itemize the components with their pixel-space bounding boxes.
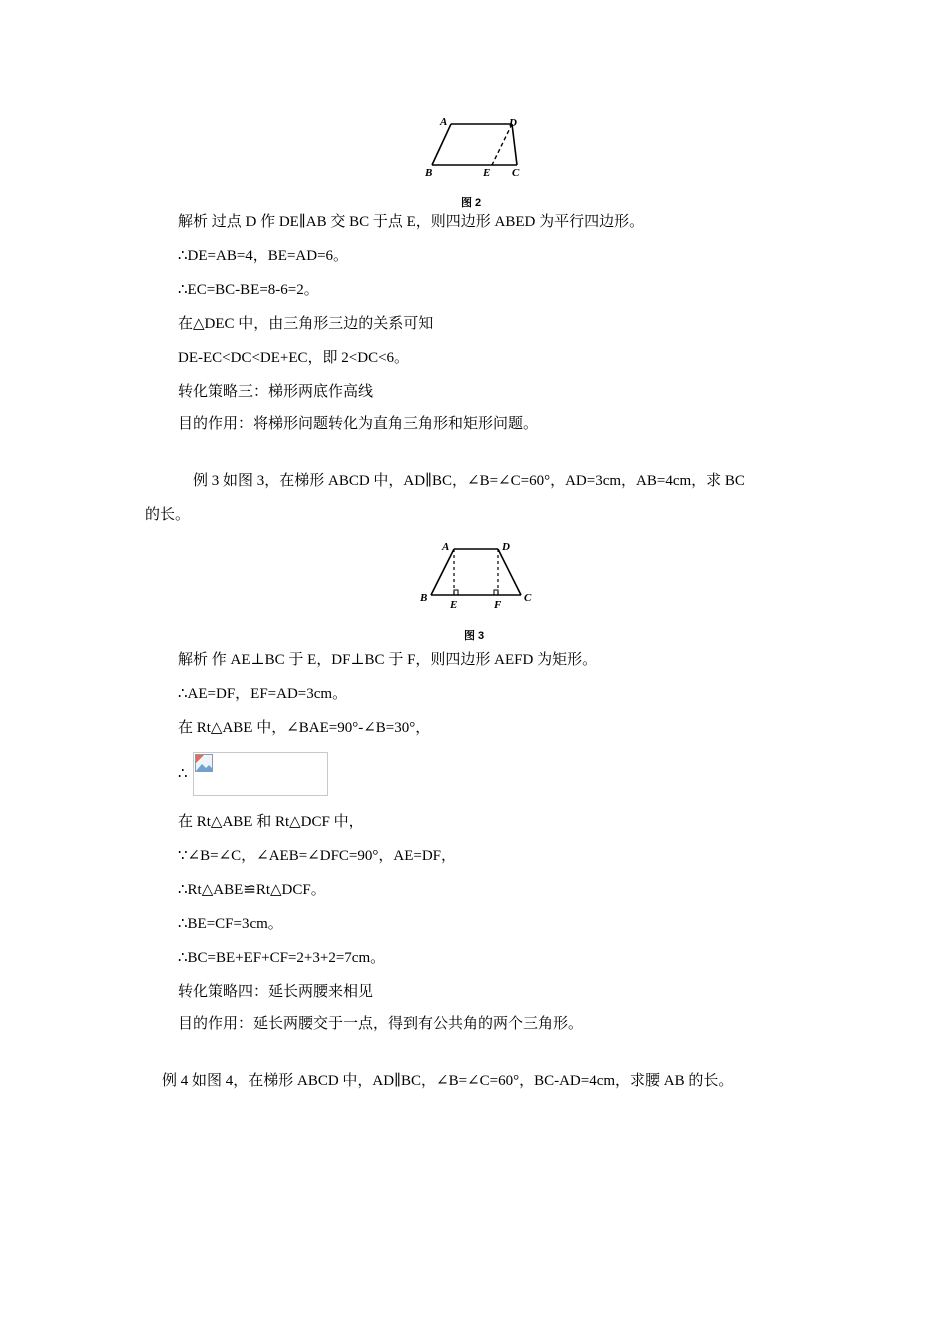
edge-dc <box>512 124 517 165</box>
text-line-3: ∴EC=BC-BE=8-6=2。 <box>178 282 319 298</box>
text-line-16: ∴Rt△ABE≌Rt△DCF。 <box>178 882 326 898</box>
broken-image-icon <box>195 754 213 772</box>
text-line-4: 在△DEC 中，由三角形三边的关系可知 <box>178 316 434 332</box>
text-line-17: ∴BE=CF=3cm。 <box>178 916 283 932</box>
edge-ab <box>431 549 454 595</box>
dashed-de <box>492 124 512 165</box>
text-line-14: 在 Rt△ABE 和 Rt△DCF 中， <box>178 814 364 830</box>
example-3-line-1: 例 3 如图 3，在梯形 ABCD 中，AD∥BC，∠B=∠C=60°，AD=3cm，AB=4cm，求 BC <box>193 473 745 489</box>
figure-3-diagram <box>416 535 541 645</box>
label-b: B <box>420 592 428 604</box>
label-e: E <box>483 167 491 179</box>
figure-2 <box>420 112 530 212</box>
figure-3-caption: 图 3 <box>464 630 485 642</box>
text-line-18: ∴BC=BE+EF+CF=2+3+2=7cm。 <box>178 950 386 966</box>
text-line-2: ∴DE=AB=4，BE=AD=6。 <box>178 248 349 264</box>
text-line-20: 目的作用：延长两腰交于一点，得到有公共角的两个三角形。 <box>178 1016 584 1032</box>
text-line-6: 转化策略三：梯形两底作高线 <box>178 384 374 400</box>
label-d: D <box>509 117 517 129</box>
example-4-line: 例 4 如图 4，在梯形 ABCD 中，AD∥BC，∠B=∠C=60°，BC-AD=4cm，求腰 AB 的长。 <box>162 1073 734 1089</box>
label-a: A <box>442 541 450 553</box>
text-line-5: DE-EC<DC<DE+EC，即 2<DC<6。 <box>178 350 410 366</box>
label-d: D <box>502 541 510 553</box>
broken-image-placeholder <box>193 752 328 796</box>
figure-2-diagram <box>420 112 530 212</box>
text-line-1: 解析 过点 D 作 DE∥AB 交 BC 于点 E，则四边形 ABED 为平行四边形。 <box>178 214 645 230</box>
label-f: F <box>494 599 502 611</box>
label-b: B <box>425 167 433 179</box>
label-a: A <box>440 116 448 128</box>
text-line-10: 解析 作 AE⊥BC 于 E，DF⊥BC 于 F，则四边形 AEFD 为矩形。 <box>178 652 598 668</box>
figure-2-caption: 图 2 <box>461 197 482 209</box>
figure-3 <box>416 535 541 645</box>
edge-ab <box>432 124 451 165</box>
text-line-19: 转化策略四：延长两腰来相见 <box>178 984 374 1000</box>
text-line-13: ∴ <box>178 766 188 782</box>
label-c: C <box>524 592 532 604</box>
example-3-line-2: 的长。 <box>145 507 191 523</box>
text-line-11: ∴AE=DF，EF=AD=3cm。 <box>178 686 348 702</box>
text-line-7: 目的作用：将梯形问题转化为直角三角形和矩形问题。 <box>178 416 539 432</box>
edge-dc <box>498 549 521 595</box>
text-line-12: 在 Rt△ABE 中，∠BAE=90°-∠B=30°， <box>178 720 431 736</box>
label-e: E <box>450 599 458 611</box>
text-line-15: ∵∠B=∠C，∠AEB=∠DFC=90°，AE=DF， <box>178 848 457 864</box>
label-c: C <box>512 167 520 179</box>
